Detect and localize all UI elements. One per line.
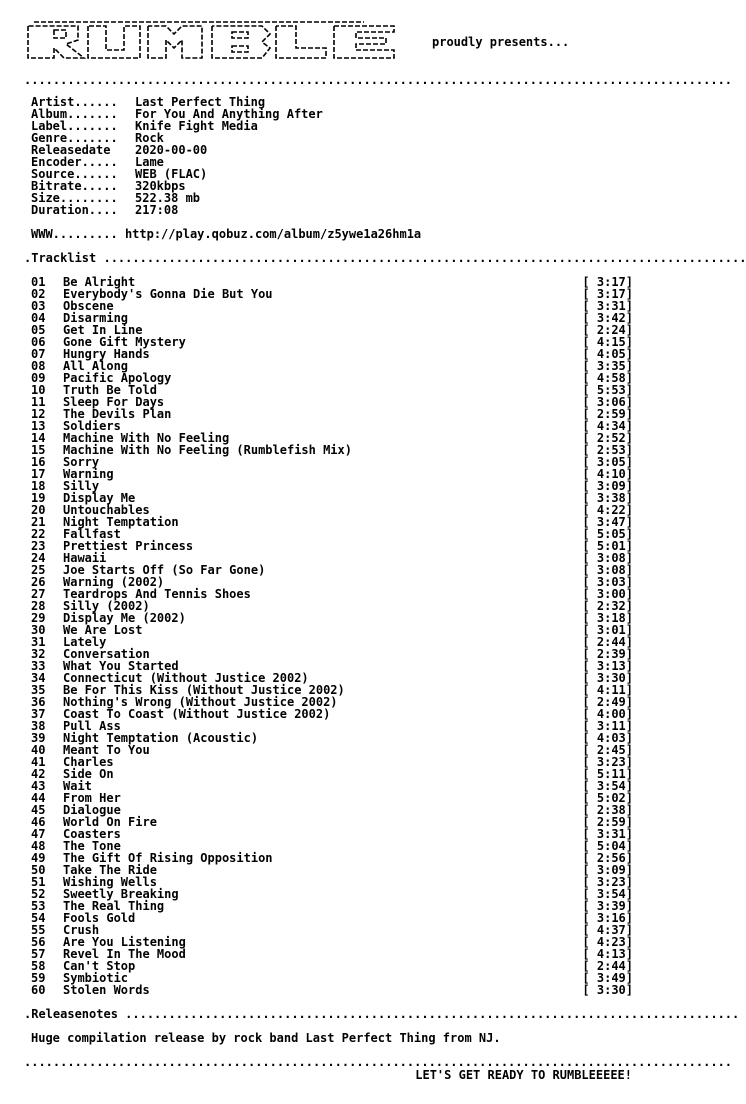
track-number: 07 [31,347,46,361]
track-title: Can't Stop [63,959,136,973]
track-title: Warning [63,467,114,481]
info-value: 217:08 [135,203,179,217]
track-number: 59 [31,971,46,985]
track-title: Connecticut (Without Justice 2002) [63,671,309,685]
track-number: 33 [31,659,46,673]
info-label: Encoder..... [31,155,118,169]
track-duration: [ 2:38] [582,803,633,817]
track-duration: [ 3:11] [582,719,633,733]
track-number: 27 [31,587,46,601]
track-row [31,768,633,780]
track-number: 51 [31,875,46,889]
info-value: Knife Fight Media [135,119,258,133]
info-label: Label....... [31,119,118,133]
track-number: 40 [31,743,46,757]
track-number: 16 [31,455,46,469]
track-duration: [ 5:02] [582,791,633,805]
track-duration: [ 3:17] [582,275,633,289]
track-number: 30 [31,623,46,637]
track-title: Coast To Coast (Without Justice 2002) [63,707,331,721]
track-duration: [ 4:37] [582,923,633,937]
track-number: 04 [31,311,46,325]
info-row [31,203,179,217]
track-duration: [ 3:18] [582,611,633,625]
track-duration: [ 3:23] [582,755,633,769]
track-row [31,624,633,636]
track-number: 56 [31,935,46,949]
track-number: 23 [31,539,46,553]
track-number: 37 [31,707,46,721]
track-number: 42 [31,767,46,781]
track-title: The Devils Plan [63,407,172,421]
track-title: All Along [63,359,129,373]
info-value: Last Perfect Thing [135,95,266,109]
track-number: 52 [31,887,46,901]
track-title: Dialogue [63,803,121,817]
track-duration: [ 2:59] [582,407,633,421]
track-row [31,708,633,720]
track-title: Are You Listening [63,935,186,949]
track-duration: [ 3:30] [582,983,633,997]
info-label: Size........ [31,191,118,205]
track-title: Pacific Apology [63,371,172,385]
track-row [31,780,633,792]
track-title: Fools Gold [63,911,136,925]
track-duration: [ 3:13] [582,659,633,673]
track-number: 14 [31,431,46,445]
track-duration: [ 3:09] [582,863,633,877]
track-number: 05 [31,323,46,337]
track-number: 34 [31,671,46,685]
track-title: Take The Ride [63,863,157,877]
track-number: 08 [31,359,46,373]
track-duration: [ 2:44] [582,959,633,973]
track-title: Stolen Words [63,983,150,997]
track-title: Be For This Kiss (Without Justice 2002) [63,683,345,697]
track-title: Sleep For Days [63,395,165,409]
track-number: 13 [31,419,46,433]
track-duration: [ 4:58] [582,371,633,385]
info-value: Lame [135,155,164,169]
track-title: Night Temptation (Acoustic) [63,731,259,745]
track-number: 47 [31,827,46,841]
track-title: Sweetly Breaking [63,887,179,901]
track-number: 19 [31,491,46,505]
track-row [31,288,633,300]
track-row [31,468,633,480]
track-duration: [ 2:56] [582,851,633,865]
track-row [31,516,633,528]
track-title: Hawaii [63,551,107,565]
track-duration: [ 3:31] [582,827,633,841]
track-title: Symbiotic [63,971,129,985]
track-duration: [ 3:30] [582,671,633,685]
track-number: 20 [31,503,46,517]
track-title: World On Fire [63,815,157,829]
track-title: What You Started [63,659,179,673]
track-number: 45 [31,803,46,817]
track-title: Joe Starts Off (So Far Gone) [63,563,266,577]
track-number: 54 [31,911,46,925]
info-label: Releasedate [31,143,111,157]
releasenotes-text: Huge compilation release by rock band Last Perfect Thing from NJ. [31,1031,501,1045]
track-duration: [ 3:08] [582,551,633,565]
track-title: Warning (2002) [63,575,165,589]
track-duration: [ 3:03] [582,575,633,589]
track-number: 49 [31,851,46,865]
track-duration: [ 3:54] [582,779,633,793]
track-title: The Tone [63,839,121,853]
track-duration: [ 4:00] [582,707,633,721]
track-title: Everybody's Gonna Die But You [63,287,273,301]
track-duration: [ 4:03] [582,731,633,745]
track-title: From Her [63,791,121,805]
track-title: Hungry Hands [63,347,150,361]
info-label: Bitrate..... [31,179,118,193]
track-number: 32 [31,647,46,661]
track-duration: [ 3:17] [582,287,633,301]
track-title: Untouchables [63,503,150,517]
track-number: 06 [31,335,46,349]
track-title: Truth Be Told [63,383,157,397]
track-duration: [ 5:01] [582,539,633,553]
track-number: 36 [31,695,46,709]
track-title: Soldiers [63,419,121,433]
track-title: Machine With No Feeling (Rumblefish Mix) [63,443,352,457]
releasenotes-heading: .Releasenotes [24,1007,118,1021]
track-duration: [ 2:44] [582,635,633,649]
track-title: Wait [63,779,92,793]
track-row [31,912,633,924]
track-number: 31 [31,635,46,649]
track-title: Coasters [63,827,121,841]
track-duration: [ 2:32] [582,599,633,613]
track-title: We Are Lost [63,623,143,637]
track-title: Nothing's Wrong (Without Justice 2002) [63,695,338,709]
track-number: 21 [31,515,46,529]
track-number: 44 [31,791,46,805]
track-title: Teardrops And Tennis Shoes [63,587,251,601]
track-duration: [ 2:53] [582,443,633,457]
info-value: WEB (FLAC) [135,167,208,181]
track-number: 38 [31,719,46,733]
track-duration: [ 2:39] [582,647,633,661]
info-label: Album....... [31,107,118,121]
track-duration: [ 2:49] [582,695,633,709]
track-number: 26 [31,575,46,589]
track-duration: [ 3:06] [582,395,633,409]
track-title: Fallfast [63,527,121,541]
track-number: 55 [31,923,46,937]
track-number: 50 [31,863,46,877]
track-duration: [ 3:09] [582,479,633,493]
track-number: 29 [31,611,46,625]
track-number: 09 [31,371,46,385]
info-label: Duration.... [31,203,118,217]
track-number: 15 [31,443,46,457]
www-row [31,228,421,240]
track-duration: [ 2:45] [582,743,633,757]
presents-text: proudly presents... [432,35,570,49]
track-duration: [ 3:05] [582,455,633,469]
track-number: 01 [31,275,46,289]
track-number: 22 [31,527,46,541]
info-label: Genre....... [31,131,118,145]
track-number: 53 [31,899,46,913]
footer-text: LET'S GET READY TO RUMBLEEEEE! [415,1068,632,1082]
track-number: 41 [31,755,46,769]
track-title: Silly (2002) [63,599,150,613]
track-duration: [ 4:05] [582,347,633,361]
info-value: Rock [135,131,164,145]
tracklist-heading: .Tracklist [24,251,97,265]
track-title: The Gift Of Rising Opposition [63,851,273,865]
track-number: 39 [31,731,46,745]
info-value: 320kbps [135,179,186,193]
track-duration: [ 2:59] [582,815,633,829]
track-duration: [ 3:16] [582,911,633,925]
track-number: 18 [31,479,46,493]
track-duration: [ 3:31] [582,299,633,313]
track-title: Get In Line [63,323,143,337]
track-duration: [ 3:47] [582,515,633,529]
track-title: Sorry [63,455,100,469]
track-title: Disarming [63,311,129,325]
separator-line: .................................................................................................. [24,1055,733,1069]
track-number: 17 [31,467,46,481]
track-title: Night Temptation [63,515,179,529]
info-label: Source...... [31,167,118,181]
track-number: 60 [31,983,46,997]
www-label: WWW......... [31,227,118,241]
track-title: Pull Ass [63,719,121,733]
track-duration: [ 4:13] [582,947,633,961]
track-row [31,408,633,420]
track-duration: [ 4:10] [582,467,633,481]
track-duration: [ 3:39] [582,899,633,913]
track-title: The Real Thing [63,899,165,913]
track-title: Display Me [63,491,136,505]
rumble-logo [26,20,398,60]
track-duration: [ 3:00] [582,587,633,601]
tracklist-header: .Tracklist ......................................................................................... [24,251,746,265]
track-number: 43 [31,779,46,793]
track-duration: [ 5:04] [582,839,633,853]
track-number: 10 [31,383,46,397]
track-number: 11 [31,395,46,409]
track-duration: [ 5:53] [582,383,633,397]
track-number: 28 [31,599,46,613]
track-duration: [ 5:11] [582,767,633,781]
track-number: 58 [31,959,46,973]
track-row [31,540,633,552]
track-title: Meant To You [63,743,150,757]
track-duration: [ 4:22] [582,503,633,517]
track-row [31,444,633,456]
track-row [31,744,633,756]
track-number: 35 [31,683,46,697]
info-value: For You And Anything After [135,107,323,121]
track-title: Machine With No Feeling [63,431,230,445]
track-row [31,456,633,468]
track-title: Display Me (2002) [63,611,186,625]
track-duration: [ 3:38] [582,491,633,505]
track-number: 12 [31,407,46,421]
track-title: Be Alright [63,275,136,289]
track-row [31,816,633,828]
track-duration: [ 4:34] [582,419,633,433]
track-duration: [ 3:23] [582,875,633,889]
track-title: Lately [63,635,107,649]
track-row [31,792,633,804]
track-number: 02 [31,287,46,301]
track-title: Crush [63,923,100,937]
track-title: Prettiest Princess [63,539,194,553]
track-duration: [ 4:11] [582,683,633,697]
track-duration: [ 3:42] [582,311,633,325]
track-duration: [ 3:49] [582,971,633,985]
track-duration: [ 3:08] [582,563,633,577]
track-number: 46 [31,815,46,829]
track-title: Wishing Wells [63,875,157,889]
track-number: 48 [31,839,46,853]
track-title: Silly [63,479,100,493]
track-row [31,984,633,996]
track-number: 03 [31,299,46,313]
info-value: 2020-00-00 [135,143,208,157]
track-title: Side On [63,767,114,781]
track-duration: [ 3:35] [582,359,633,373]
releasenotes-header: .Releasenotes ..................................................................................... [24,1007,740,1021]
track-duration: [ 2:24] [582,323,633,337]
track-title: Revel In The Mood [63,947,186,961]
track-duration: [ 4:23] [582,935,633,949]
track-number: 57 [31,947,46,961]
track-title: Obscene [63,299,114,313]
separator-line: .................................................................................................. [24,73,733,87]
www-link[interactable]: http://play.qobuz.com/album/z5ywe1a26hm1a [124,227,422,241]
track-row [31,828,633,840]
track-row [31,756,633,768]
track-number: 24 [31,551,46,565]
track-title: Conversation [63,647,150,661]
track-number: 25 [31,563,46,577]
track-title: Gone Gift Mystery [63,335,186,349]
track-duration: [ 5:05] [582,527,633,541]
track-duration: [ 2:52] [582,431,633,445]
track-duration: [ 3:01] [582,623,633,637]
info-label: Artist...... [31,95,118,109]
track-title: Charles [63,755,114,769]
info-value: 522.38 mb [135,191,201,205]
track-duration: [ 3:54] [582,887,633,901]
track-duration: [ 4:15] [582,335,633,349]
